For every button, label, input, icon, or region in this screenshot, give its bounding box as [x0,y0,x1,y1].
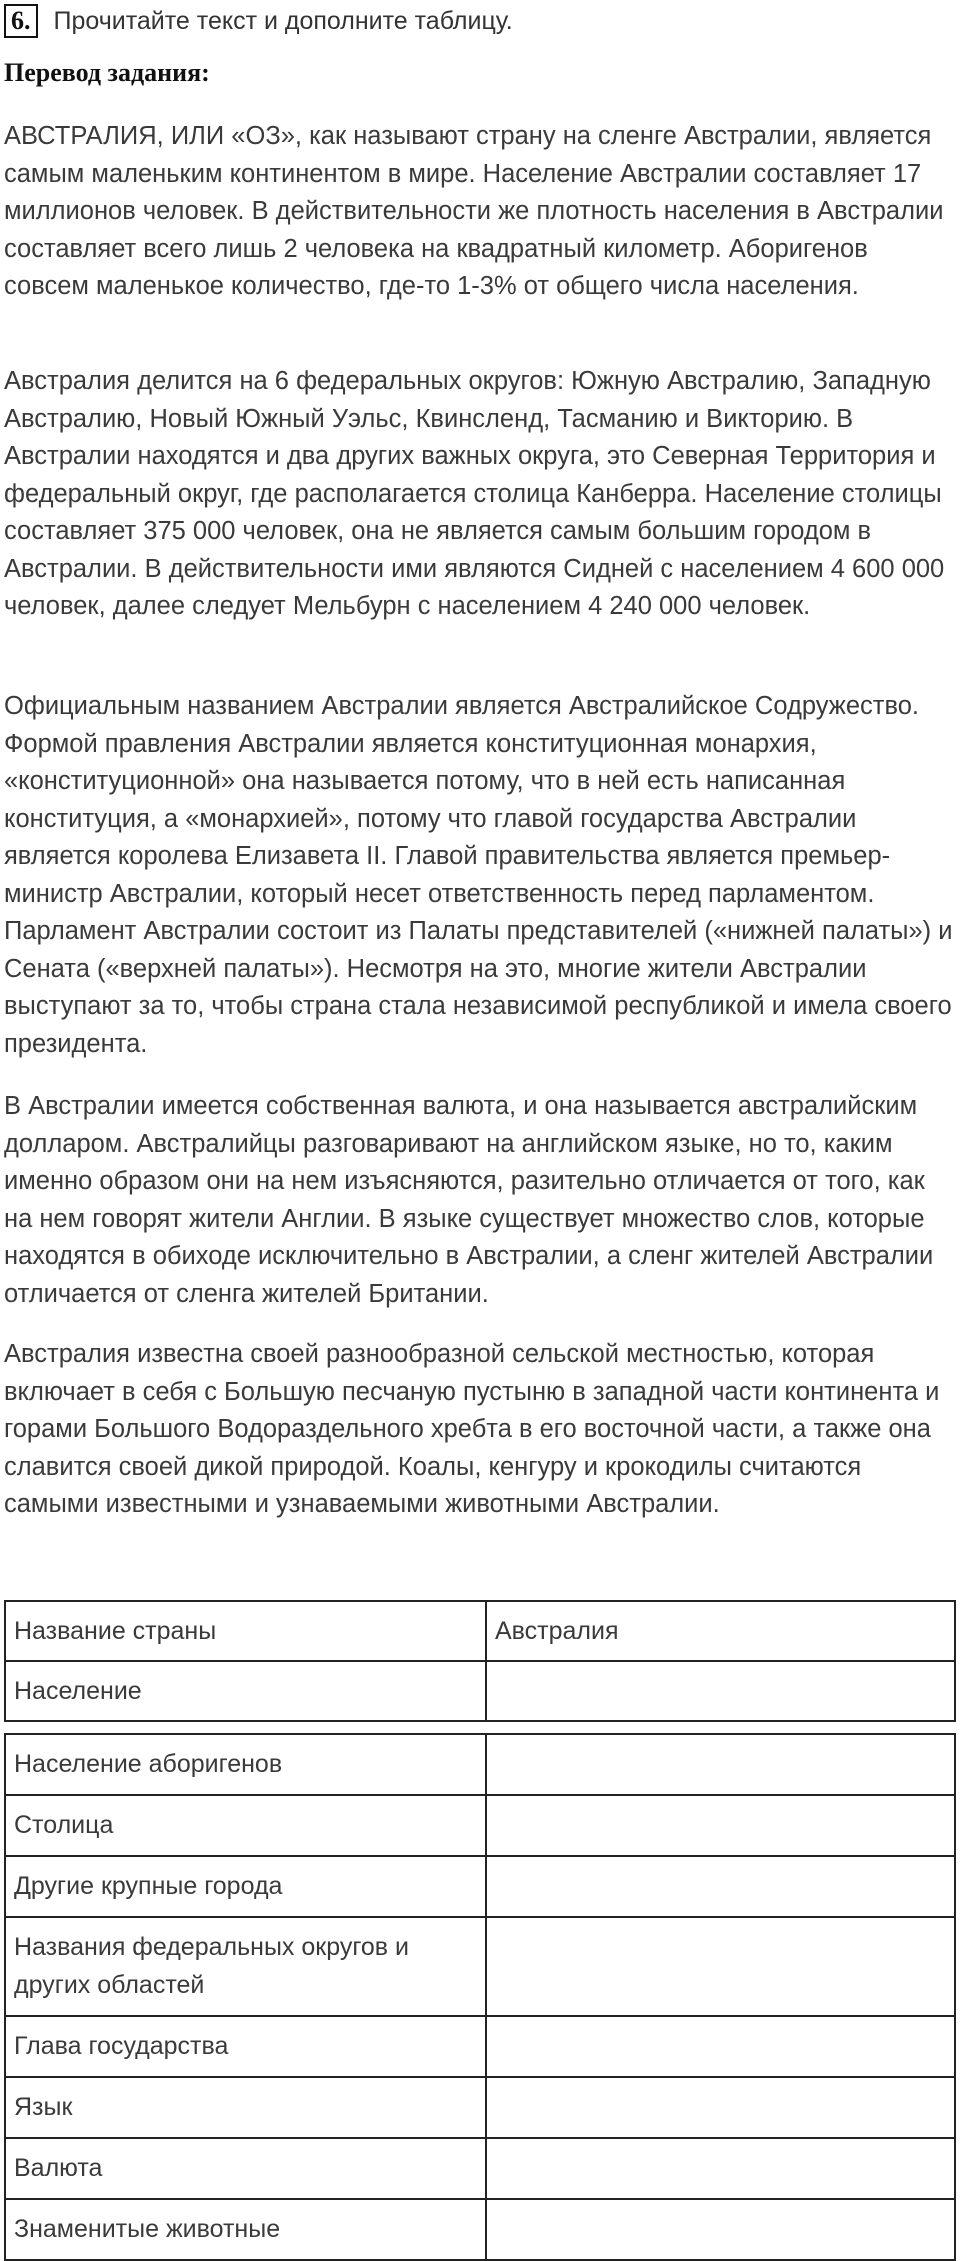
paragraph-5: Австралия известна своей разнообразной сельской местностью, которая включает в себя с Большую песчаную пустыню в западной части континента и горами Большого Водораздельного хребта в его восточной части, а также она славится своей дикой природой. Коалы, кенгуру и крокодилы считаются самыми известными и узнаваемыми животными Австралии. [4,1340,940,1518]
row-label: Валюта [5,2138,486,2199]
row-label: Названия федеральных округов и других областей [5,1917,486,2016]
row-value-cell[interactable] [486,2077,955,2138]
row-label: Название страны [5,1601,486,1661]
translation-heading: Перевод задания: [4,58,210,87]
row-value-cell[interactable] [486,2016,955,2077]
table-row [5,2138,955,2199]
table-row [5,2077,955,2138]
table-row [5,2016,955,2077]
row-label: Знаменитые животные [5,2199,486,2260]
row-value-cell[interactable] [486,1734,955,1795]
row-value-cell[interactable] [486,1917,955,2016]
paragraph-3: Официальным названием Австралии является Австралийское Содружество. Формой правления Австралии является конституционная монархия, «конституционной» она называется потому, что в ней есть написанная конституция, а «монархией», потому что главой государства Австралии является королева Елизавета II. Главой правительства является премьер-министр Австралии, который несет ответственность перед парламентом. Парламент Австралии состоит из Палаты представителей («нижней палаты») и Сената («верхней палаты»). Несмотря на это, многие жители Австралии выступают за то, чтобы страна стала независимой республикой и имела своего президента. [4,692,953,1058]
country-table-bottom [4,1733,956,2261]
row-value-cell[interactable] [486,2199,955,2260]
task-header [4,4,513,38]
row-value-cell[interactable] [486,2138,955,2199]
task-instruction: Прочитайте текст и дополните таблицу. [53,6,513,35]
table-row [5,1661,955,1721]
table-row [5,1734,955,1795]
row-label: Население [5,1661,486,1721]
row-label: Столица [5,1795,486,1856]
table-row [5,1601,955,1661]
row-label: Язык [5,2077,486,2138]
row-value-cell[interactable]: Австралия [486,1601,955,1661]
row-value-cell[interactable] [486,1795,955,1856]
paragraph-2: Австралия делится на 6 федеральных округов: Южную Австралию, Западную Австралию, Новый Южный Уэльс, Квинсленд, Тасманию и Викторию. В Австралии находятся и два других важных округа, это Северная Территория и федеральный округ, где располагается столица Канберра. Население столицы составляет 375 000 человек, она не является самым большим городом в Австралии. В действительности ими являются Сидней с населением 4 600 000 человек, далее следует Мельбурн с населением 4 240 000 человек. [4,367,945,620]
row-label: Другие крупные города [5,1856,486,1917]
table-row [5,1795,955,1856]
task-number: 6. [4,4,38,38]
table-row [5,2199,955,2260]
row-value-cell[interactable] [486,1856,955,1917]
table-row [5,1856,955,1917]
table-row [5,1917,955,2016]
paragraph-1: АВСТРАЛИЯ, ИЛИ «ОЗ», как называют страну на сленге Австралии, является самым маленьким континентом в мире. Население Австралии составляет 17 миллионов человек. В действительности же плотность населения в Австралии составляет всего лишь 2 человека на квадратный километр. Аборигенов совсем маленькое количество, где-то 1-3% от общего числа населения. [4,122,944,300]
row-value-cell[interactable] [486,1661,955,1721]
row-label: Глава государства [5,2016,486,2077]
paragraph-4: В Австралии имеется собственная валюта, и она называется австралийским долларом. Австралийцы разговаривают на английском языке, но то, каким именно образом они на нем изъясняются, разительно отличается от того, как на нем говорят жители Англии. В языке существует множество слов, которые находятся в обиходе исключительно в Австралии, а сленг жителей Австралии отличается от сленга жителей Британии. [4,1092,934,1308]
country-table-top [4,1600,956,1722]
row-label: Население аборигенов [5,1734,486,1795]
